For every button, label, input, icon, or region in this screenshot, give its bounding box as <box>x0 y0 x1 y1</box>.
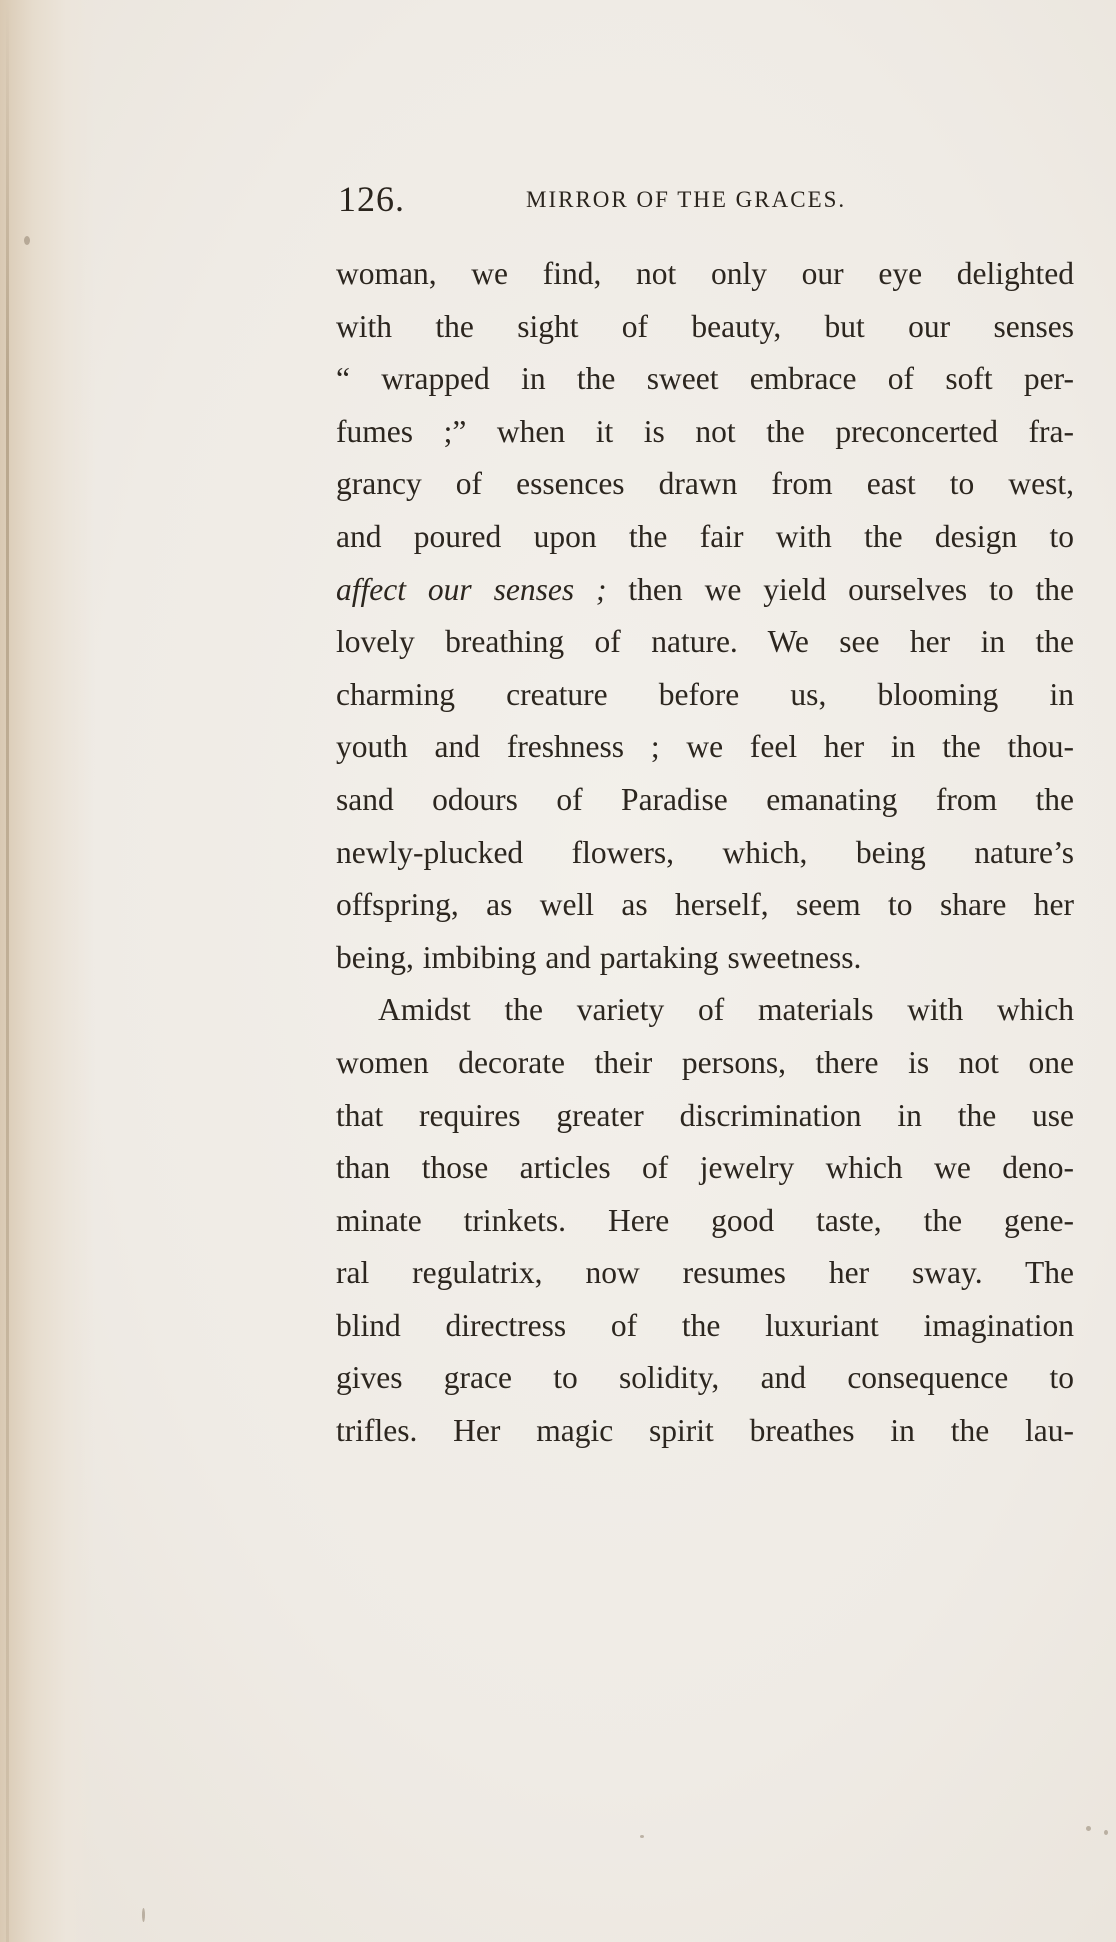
text-line: lovely breathing of nature. We see her in the <box>336 624 1074 660</box>
italic-phrase: affect our senses ; <box>336 571 607 607</box>
binding-edge <box>6 0 9 1942</box>
text-line: ral regulatrix, now resumes her sway. The <box>336 1255 1074 1291</box>
text-line: blind directress of the luxuriant imagination <box>336 1307 1074 1343</box>
text-line: trifles. Her magic spirit breathes in the lau- <box>336 1413 1074 1449</box>
text-line: minate trinkets. Here good taste, the gene- <box>336 1202 1074 1238</box>
text-line: women decorate their persons, there is not one <box>336 1044 1074 1080</box>
paragraph-start-line: Amidst the variety of materials with which <box>378 992 1074 1028</box>
text-line: with the sight of beauty, but our senses <box>336 308 1074 344</box>
body-text <box>336 248 1074 1458</box>
page-gutter <box>0 0 95 1942</box>
text-line: “ wrapped in the sweet embrace of soft per- <box>336 361 1074 397</box>
text-line: woman, we find, not only our eye delighted <box>336 256 1074 291</box>
text-line: and poured upon the fair with the design to <box>336 518 1074 554</box>
running-title: MIRROR OF THE GRACES. <box>526 187 847 212</box>
text-line: charming creature before us, blooming in <box>336 676 1074 712</box>
text-line: fumes ;” when it is not the preconcerted fra- <box>336 413 1074 449</box>
text-line-with-italic <box>336 564 1074 617</box>
page-number: 126. <box>338 179 405 219</box>
text-line: gives grace to solidity, and consequence to <box>336 1360 1074 1396</box>
text-line: offspring, as well as herself, seem to share her <box>336 887 1074 923</box>
text-line: grancy of essences drawn from east to west, <box>336 466 1074 502</box>
text-line: sand odours of Paradise emanating from the <box>336 781 1074 817</box>
text-line: newly-plucked flowers, which, being nature’s <box>336 834 1074 870</box>
text-line: youth and freshness ; we feel her in the thou- <box>336 729 1074 765</box>
running-head <box>338 178 898 218</box>
text-line-rest: then we yield ourselves to the <box>606 571 1074 607</box>
text-line: than those articles of jewelry which we deno- <box>336 1150 1074 1186</box>
paragraph-end-line: being, imbibing and partaking sweetness. <box>336 939 862 975</box>
text-line: that requires greater discrimination in the use <box>336 1097 1074 1133</box>
